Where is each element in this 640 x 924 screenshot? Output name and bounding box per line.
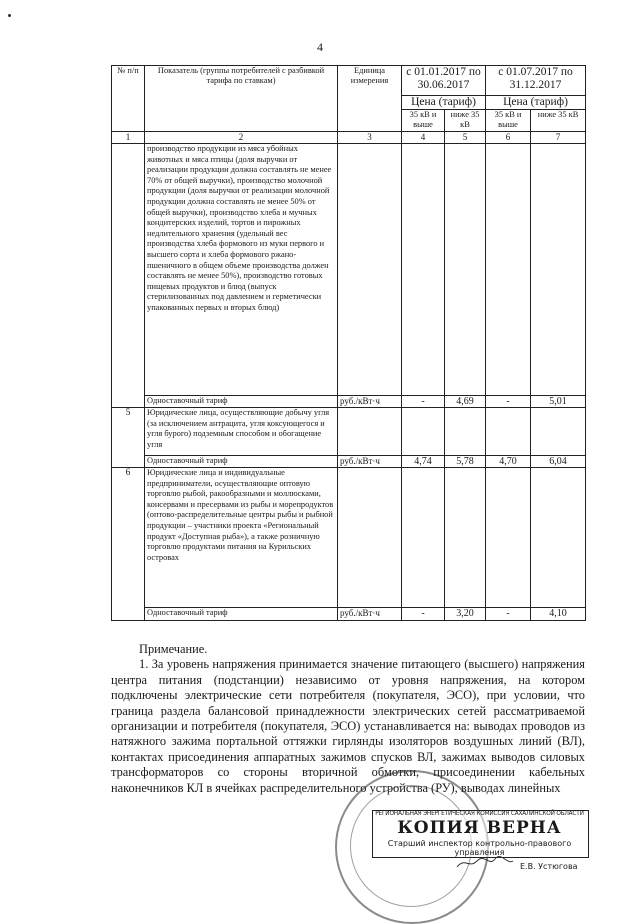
unit-cell: руб./кВт·ч [338, 608, 402, 621]
empty-cell [338, 468, 402, 608]
empty-cell [402, 468, 445, 608]
empty-cell [531, 144, 586, 396]
value-cell: - [486, 396, 531, 408]
header-unit: Единица измерения [338, 66, 402, 132]
stamp-organization: РЕГИОНАЛЬНАЯ ЭНЕРГЕТИЧЕСКАЯ КОМИССИЯ САХАЛИНСКОЙ ОБЛАСТИ [375, 811, 584, 817]
col-number: 7 [531, 132, 586, 144]
stamp-position: Старший инспектор контрольно-правового управления [387, 839, 572, 857]
unit-cell: руб./кВт·ч [338, 456, 402, 468]
header-below35-1: ниже 35 кВ [445, 110, 486, 132]
scan-dot [8, 14, 11, 17]
header-below35-2: ниже 35 кВ [531, 110, 586, 132]
page-number: 4 [317, 40, 323, 54]
value-cell: 4,74 [402, 456, 445, 468]
value-cell: - [486, 608, 531, 621]
header-period-2: с 01.07.2017 по 31.12.2017 [486, 66, 586, 96]
col-number: 6 [486, 132, 531, 144]
value-cell: - [402, 608, 445, 621]
stamp-signer-name: Е.В. Устюгова [520, 862, 578, 871]
row-description: Юридические лица, осуществляющие добычу угля (за исключением антрацита, угля коксующегося и угля бурого) подземным способом и обогащение угля [145, 408, 338, 456]
header-price-1: Цена (тариф) [402, 96, 486, 110]
value-cell: 4,10 [531, 608, 586, 621]
row-description: Юридические лица и индивидуальные предприниматели, осуществляющие оптовую торговлю рыбой, ракообразными и моллюсками, консервами и пресервами из рыбы и морепродуктов (оптово-распределительные центры рыбы и рыбной продукции – участники проекта «Региональный продукт «Доступная рыба»), а также розничную торговлю продуктами питания на Курильских островах [145, 468, 338, 608]
row-description: производство продукции из мяса убойных животных и мяса птицы (доля выручки от реализации продукции должна составлять не менее 70% от общей выручки), производство молочной продукции (доля выручки от реализации молочной продукции должна составлять не менее 50% от общей выручки), производство хлеба и мучных кондитерских изделий, тортов и пирожных недлительного хранения (удельный вес производства хлеба формового из муки первого и высшего сорта и хлеба формового ржано-пшеничного в общем объеме производства должен составлять не менее 50%), производство готовых пищевых продуктов и блюд (выпуск стерилизованных под давлением и герметически упакованных первых и вторых блюд) [145, 144, 338, 396]
tariff-label: Одноставочный тариф [145, 608, 338, 621]
value-cell: 3,20 [445, 608, 486, 621]
row-number [112, 144, 145, 408]
col-number: 5 [445, 132, 486, 144]
value-cell: 5,01 [531, 396, 586, 408]
row-number: 6 [112, 468, 145, 621]
empty-cell [402, 144, 445, 396]
empty-cell [445, 408, 486, 456]
empty-cell [486, 144, 531, 396]
header-period-1: с 01.01.2017 по 30.06.2017 [402, 66, 486, 96]
value-cell: 5,78 [445, 456, 486, 468]
note-title: Примечание. [139, 642, 208, 656]
header-35kv-1: 35 кВ и выше [402, 110, 445, 132]
empty-cell [338, 144, 402, 396]
empty-cell [338, 408, 402, 456]
col-number: 1 [112, 132, 145, 144]
empty-cell [531, 408, 586, 456]
header-35kv-2: 35 кВ и выше [486, 110, 531, 132]
header-num: № п/п [112, 66, 145, 132]
empty-cell [445, 468, 486, 608]
col-number: 4 [402, 132, 445, 144]
empty-cell [486, 468, 531, 608]
empty-cell [402, 408, 445, 456]
tariff-label: Одноставочный тариф [145, 396, 338, 408]
tariff-label: Одноставочный тариф [145, 456, 338, 468]
unit-cell: руб./кВт·ч [338, 396, 402, 408]
note-section [111, 642, 585, 796]
empty-cell [486, 408, 531, 456]
header-price-2: Цена (тариф) [486, 96, 586, 110]
value-cell: - [402, 396, 445, 408]
value-cell: 6,04 [531, 456, 586, 468]
empty-cell [445, 144, 486, 396]
col-number: 3 [338, 132, 402, 144]
row-number: 5 [112, 408, 145, 468]
value-cell: 4,70 [486, 456, 531, 468]
signature [455, 855, 515, 871]
note-paragraph: 1. За уровень напряжения принимается значение питающего (высшего) напряжения центра питания (подстанции) независимо от уровня напряжения, на котором подключены электрические сети потребителя (покупателя, ЭСО), при условии, что граница раздела балансовой принадлежности электрических сетей рассматриваемой организации и потребителя (покупателя, ЭСО) устанавливается на: выводах проводов из натяжного зажима портальной оттяжки гирлянды изоляторов воздушных линий (ВЛ), контактах присоединения аппаратных зажимов спусков ВЛ, зажимах выводов силовых трансформаторов со стороны вторичной обмотки, присоединении кабельных наконечников КЛ в ячейках распределительного устройства (РУ), выводах линейных [111, 657, 585, 795]
header-indicator: Показатель (группы потребителей с разбивкой тарифа по ставкам) [145, 66, 338, 132]
empty-cell [531, 468, 586, 608]
stamp-title: КОПИЯ ВЕРНА [397, 818, 562, 838]
tariff-table [111, 65, 586, 621]
col-number: 2 [145, 132, 338, 144]
value-cell: 4,69 [445, 396, 486, 408]
